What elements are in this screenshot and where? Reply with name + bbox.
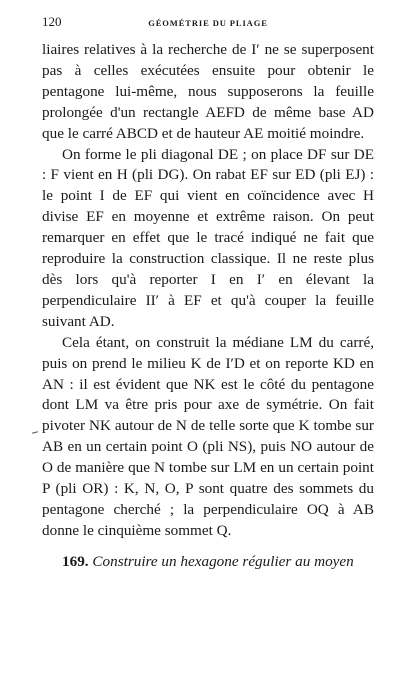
exercise-number: 169.: [62, 552, 93, 570]
paragraph-2: On forme le pli diagonal DE ; on place DF sur DE : F vient en H (pli DG). On rabat EF sur ED (pli EJ) : le point I de EF qui vient en coïncidence avec H divise EF en moyenne et extrême raison. On peut remarquer en effet que le tracé indiqué ne fait que reproduire la construction classique. Il ne reste plus dès lors qu'à reporter I en I′ en élevant la perpendiculaire II′ à EF et qu'à couper la feuille suivant AD.: [42, 145, 374, 330]
paragraph-1: liaires relatives à la recherche de I′ ne se superposent pas à celles exécutées ensuite pour obtenir le pentagone lui-même, nous supposerons la feuille prolongée d'un rectangle AEFD de même base AD que le carré ABCD et de hauteur AE moitié moindre.: [42, 41, 374, 142]
exercise-heading: [42, 552, 374, 573]
exercise-text: Construire un hexagone régulier au moyen: [92, 552, 354, 570]
page-header: [42, 14, 374, 36]
page-number: 120: [42, 14, 62, 29]
body-text: [42, 40, 374, 542]
paragraph-3: Cela étant, on construit la médiane LM du carré, puis on prend le milieu K de I′D et on reporte KD en AN : il est évident que NK est le côté du pentagone dont LM va être pris pour axe de symétrie. On fait pivoter NK autour de N de telle sorte que K tombe sur AB en un certain point O (pli NS), puis NO autour de O de manière que N tombe sur LM en un certain point P (pli OR) : K, N, O, P sont quatre des sommets du pentagone cherché ; la perpendiculaire OQ à AB donne le cinquième sommet Q.: [42, 333, 374, 539]
running-title: GÉOMÉTRIE DU PLIAGE: [148, 18, 268, 28]
